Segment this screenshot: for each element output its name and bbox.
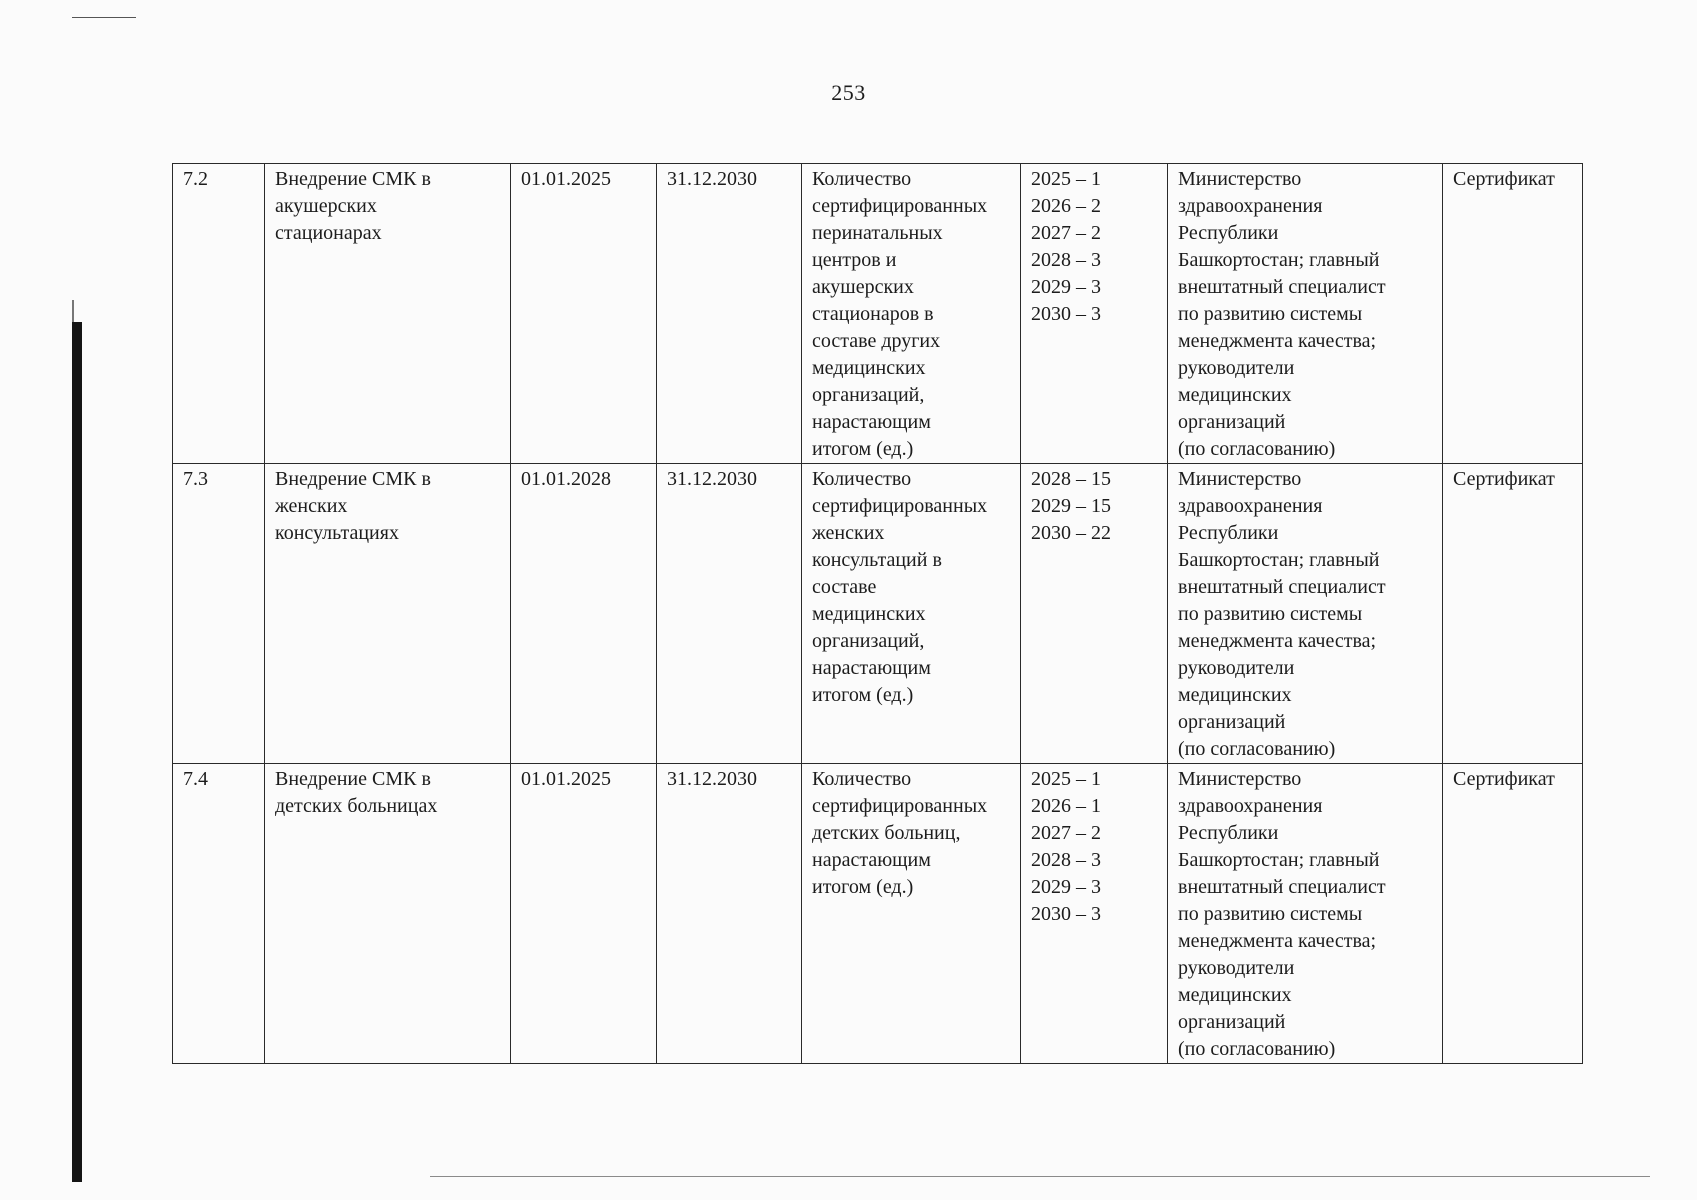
responsible-cell: Министерство здравоохранения Республики Башкортостан; главный внештатный специалист по развитию системы менеджмента качества; руководители медицинских организаций (по согласованию) — [1168, 464, 1443, 764]
bottom-scan-rule — [430, 1176, 1650, 1177]
target-values-cell: 2028 – 15 2029 – 15 2030 – 22 — [1021, 464, 1168, 764]
responsible-cell: Министерство здравоохранения Республики Башкортостан; главный внештатный специалист по развитию системы менеджмента качества; руководители медицинских организаций (по согласованию) — [1168, 164, 1443, 464]
item-number-cell: 7.3 — [173, 464, 265, 764]
result-cell: Сертификат — [1443, 464, 1583, 764]
item-title-cell: Внедрение СМК в женских консультациях — [265, 464, 511, 764]
target-values-cell: 2025 – 1 2026 – 2 2027 – 2 2028 – 3 2029 – 3 2030 – 3 — [1021, 164, 1168, 464]
end-date-cell: 31.12.2030 — [657, 464, 802, 764]
table-row — [173, 164, 1583, 464]
table-row — [173, 764, 1583, 1064]
item-title-cell: Внедрение СМК в акушерских стационарах — [265, 164, 511, 464]
indicator-cell: Количество сертифицированных женских консультаций в составе медицинских организаций, нарастающим итогом (ед.) — [802, 464, 1021, 764]
indicator-cell: Количество сертифицированных перинатальных центров и акушерских стационаров в составе других медицинских организаций, нарастающим итогом (ед.) — [802, 164, 1021, 464]
top-scan-mark — [72, 17, 136, 18]
item-number-cell: 7.4 — [173, 764, 265, 1064]
item-title-cell: Внедрение СМК в детских больницах — [265, 764, 511, 1064]
plan-table — [172, 163, 1583, 1064]
result-cell: Сертификат — [1443, 164, 1583, 464]
result-cell: Сертификат — [1443, 764, 1583, 1064]
start-date-cell: 01.01.2028 — [511, 464, 657, 764]
start-date-cell: 01.01.2025 — [511, 764, 657, 1064]
item-number-cell: 7.2 — [173, 164, 265, 464]
target-values-cell: 2025 – 1 2026 – 1 2027 – 2 2028 – 3 2029 – 3 2030 – 3 — [1021, 764, 1168, 1064]
page-number: 253 — [831, 80, 866, 105]
start-date-cell: 01.01.2025 — [511, 164, 657, 464]
indicator-cell: Количество сертифицированных детских больниц, нарастающим итогом (ед.) — [802, 764, 1021, 1064]
left-binding-shadow — [72, 322, 82, 1182]
end-date-cell: 31.12.2030 — [657, 764, 802, 1064]
table-row — [173, 464, 1583, 764]
end-date-cell: 31.12.2030 — [657, 164, 802, 464]
responsible-cell: Министерство здравоохранения Республики Башкортостан; главный внештатный специалист по развитию системы менеджмента качества; руководители медицинских организаций (по согласованию) — [1168, 764, 1443, 1064]
